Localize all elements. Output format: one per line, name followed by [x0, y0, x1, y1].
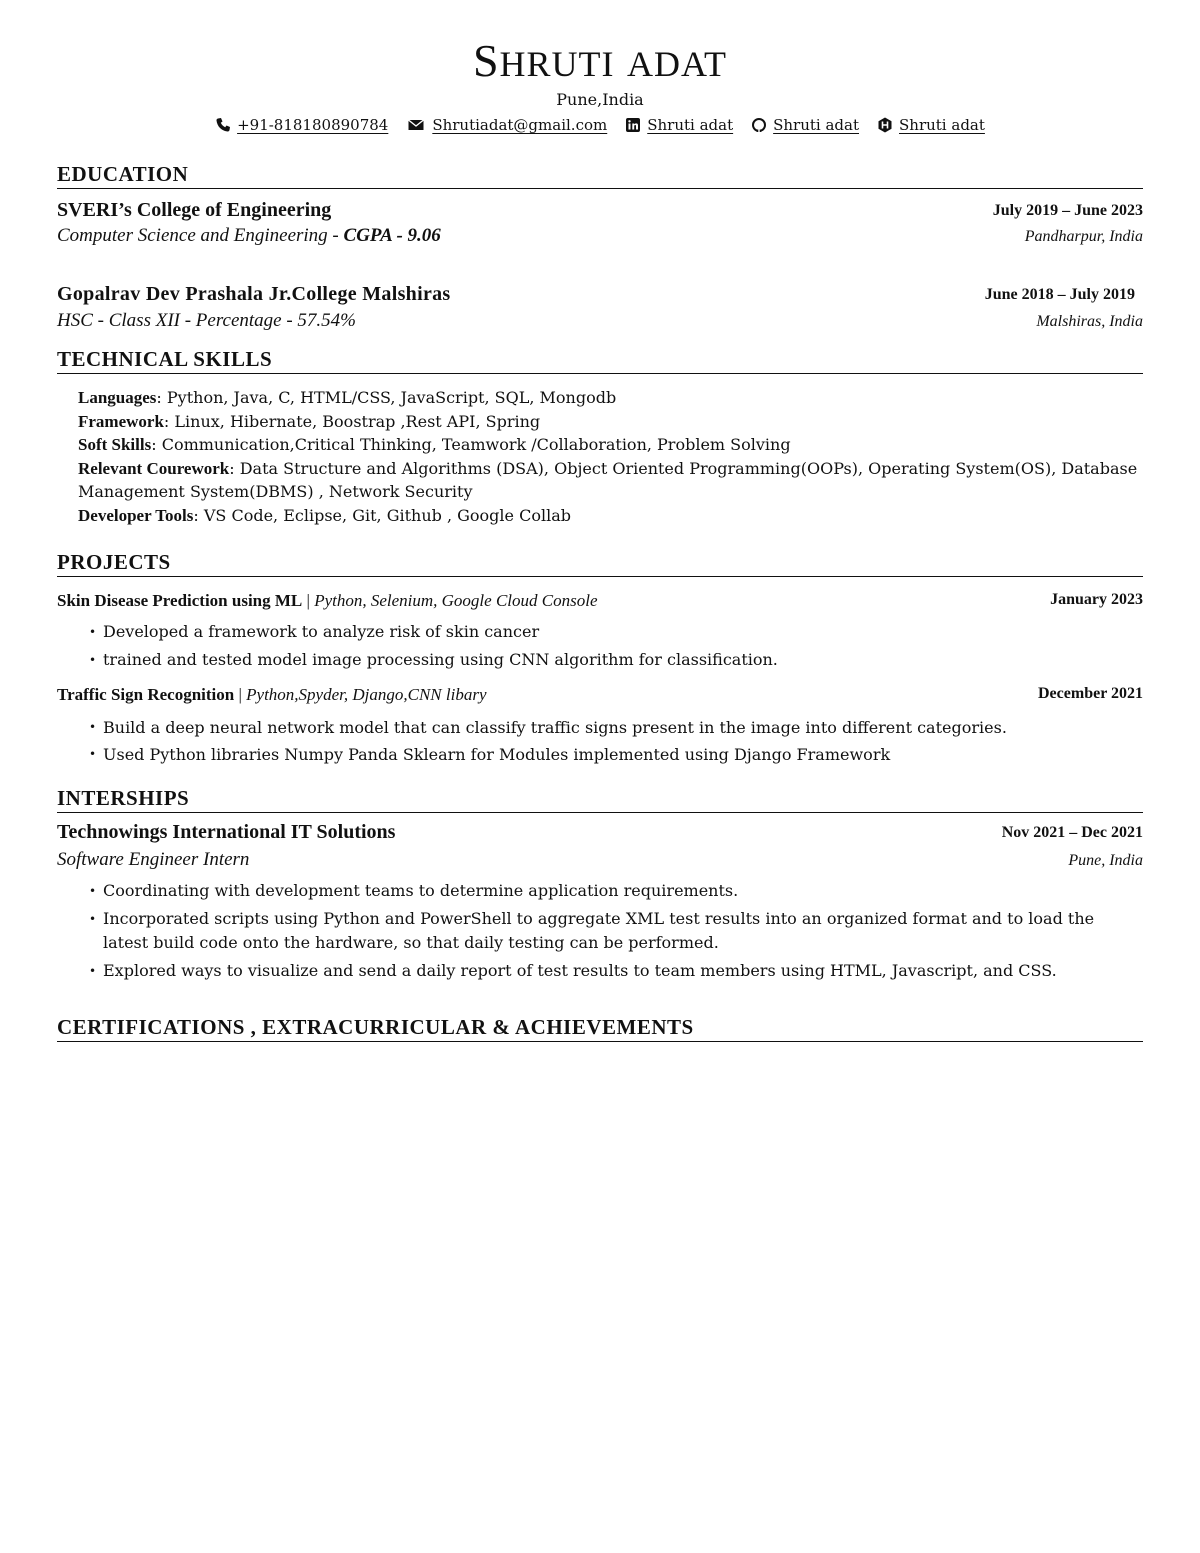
project-title: Skin Disease Prediction using ML | Python, Selenium, Google Cloud Console	[57, 591, 598, 610]
education-dates: June 2018 – July 2019	[984, 286, 1135, 303]
phone-link[interactable]: +91-818180890784	[237, 116, 389, 134]
education-entry-1	[57, 199, 1143, 222]
institution-name: Gopalrav Dev Prashala Jr.College Malshiras	[57, 283, 451, 305]
degree: HSC - Class XII - Percentage - 57.54%	[57, 310, 357, 331]
projects-heading: PROJECTS	[57, 550, 1143, 577]
cgpa: CGPA - 9.06	[343, 225, 441, 246]
email-link[interactable]: Shrutiadat@gmail.com	[432, 116, 608, 134]
linkedin-icon	[625, 117, 641, 133]
education-entry-2-details	[57, 310, 1143, 332]
certifications-heading: CERTIFICATIONS , EXTRACURRICULAR & ACHIEVEMENTS	[57, 1015, 1143, 1042]
skill-developer-tools: Developer Tools: VS Code, Eclipse, Git, Github , Google Collab	[78, 505, 571, 525]
internship-place: Pune, India	[1068, 852, 1143, 869]
hackerrank-icon	[877, 117, 893, 133]
education-entry-2	[57, 283, 1143, 306]
internship-details	[57, 849, 1143, 871]
contact-hackerrank	[877, 116, 985, 134]
skills-list	[78, 386, 1138, 527]
github-link[interactable]: Shruti adat	[773, 116, 860, 134]
company-name: Technowings International IT Solutions	[57, 821, 396, 843]
internship-entry	[57, 821, 1143, 844]
list-item: • Developed a framework to analyze risk of skin cancer	[89, 618, 1139, 646]
project-date: January 2023	[1050, 591, 1143, 608]
contact-bar	[57, 116, 1143, 134]
skill-languages: Languages: Python, Java, C, HTML/CSS, JavaScript, SQL, Mongodb	[78, 388, 617, 407]
contact-linkedin	[625, 116, 733, 134]
education-entry-1-details	[57, 225, 1143, 247]
list-item: • Used Python libraries Numpy Panda Sklearn for Modules implemented using Django Framework	[89, 741, 1139, 768]
location: Pune,India	[556, 90, 644, 109]
candidate-name: SHRUTI ADAT	[472, 35, 728, 86]
list-item: • Incorporated scripts using Python and PowerShell to aggregate XML test results into an organized format and to load the latest build code onto the hardware, so that daily testing can be performed.	[89, 907, 1139, 955]
skill-soft-skills: Soft Skills: Communication,Critical Thinking, Teamwork /Collaboration, Problem Solving	[78, 435, 791, 454]
project-2	[57, 685, 1143, 705]
github-icon	[751, 117, 767, 133]
internship-dates: Nov 2021 – Dec 2021	[1001, 824, 1143, 841]
contact-email	[406, 116, 607, 134]
project-date: December 2021	[1038, 685, 1143, 702]
education-place: Pandharpur, India	[1024, 228, 1143, 245]
project-2-bullets	[89, 714, 1139, 768]
project-1-bullets	[89, 618, 1139, 674]
skills-heading: TECHNICAL SKILLS	[57, 347, 1143, 374]
project-1	[57, 591, 1143, 611]
role: Software Engineer Intern	[57, 849, 250, 870]
project-title: Traffic Sign Recognition | Python,Spyder, Django,CNN libary	[57, 685, 487, 704]
internships-heading: INTERSHIPS	[57, 786, 1143, 813]
list-item: • Build a deep neural network model that can classify traffic signs present in the image into different categories.	[89, 714, 1139, 741]
degree: Computer Science and Engineering - CGPA - 9.06	[57, 225, 441, 246]
phone-icon	[215, 117, 231, 133]
internship-bullets	[89, 879, 1139, 983]
contact-phone	[215, 116, 388, 134]
list-item: • Explored ways to visualize and send a daily report of test results to team members using HTML, Javascript, and CSS.	[89, 959, 1139, 983]
skill-framework: Framework: Linux, Hibernate, Boostrap ,Rest API, Spring	[78, 411, 541, 431]
institution-name: SVERI’s College of Engineering	[57, 199, 332, 221]
list-item: • trained and tested model image processing using CNN algorithm for classification.	[89, 646, 1139, 674]
education-place: Malshiras, India	[1036, 313, 1143, 330]
envelope-icon	[406, 117, 426, 133]
linkedin-link[interactable]: Shruti adat	[647, 116, 734, 134]
hackerrank-link[interactable]: Shruti adat	[899, 116, 985, 134]
contact-github	[751, 116, 859, 134]
list-item: • Coordinating with development teams to determine application requirements.	[89, 879, 1139, 903]
education-dates: July 2019 – June 2023	[992, 202, 1143, 219]
education-heading: EDUCATION	[57, 162, 1143, 189]
skill-coursework: Relevant Courework: Data Structure and Algorithms (DSA), Object Oriented Programming(OOPs), Operating System(OS), Database Management System(DBMS) , Network Security	[78, 458, 1138, 501]
